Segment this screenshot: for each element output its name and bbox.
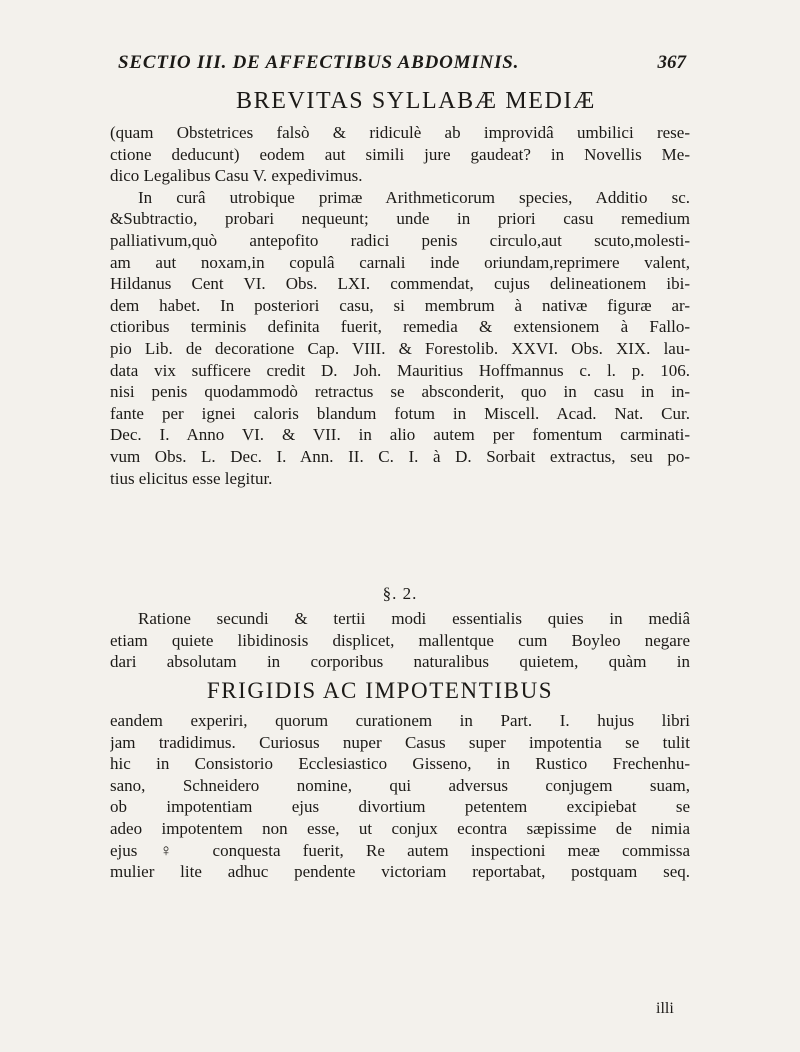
text-line: eandem experiri, quorum curationem in Part. I. hujus libri xyxy=(110,711,690,730)
text-line: nisi penis quodammodò retractus se absconderit, quo in casu in in- xyxy=(110,382,690,402)
text-line: adeo impotentem non esse, ut conjux econtra sæpissime de nimia xyxy=(110,818,690,838)
text-line: data vix sufficere credit D. Joh. Mauritius Hoffmannus c. l. p. 106. xyxy=(110,360,690,380)
paragraph-2 xyxy=(110,608,690,673)
catchword: illi xyxy=(656,1000,674,1017)
section-number: §. 2. xyxy=(382,584,418,603)
text-line: dico Legalibus Casu V. expedivimus. xyxy=(110,166,363,186)
text-line: ctione deducunt) eodem aut simili jure gaudeat? in Novellis Me- xyxy=(110,144,690,164)
text-line: &Subtractio, probari nequeunt; unde in priori casu remedium xyxy=(110,209,690,229)
text-line: dari absolutam in corporibus naturalibus quietem, quàm in xyxy=(110,652,690,672)
text-line: sano, Schneidero nomine, qui adversus conjugem suam, xyxy=(110,775,690,795)
text-line: dem habet. In posteriori casu, si membrum à nativæ figuræ ar- xyxy=(110,295,690,315)
running-head xyxy=(118,52,686,80)
paragraph-1 xyxy=(110,122,690,489)
subheading: FRIGIDIS AC IMPOTENTIBUS xyxy=(206,678,554,703)
text-line: hic in Consistorio Ecclesiastico Gisseno, in Rustico Frechenhu- xyxy=(110,754,690,774)
text-line: ctioribus terminis definita fuerit, remedia & extensionem à Fallo- xyxy=(110,317,690,337)
text-line: jam tradidimus. Curiosus nuper Casus super impotentia se tulit xyxy=(110,732,690,752)
text-line: ob impotentiam ejus divortium petentem excipiebat se xyxy=(110,797,690,817)
page-number: 367 xyxy=(657,52,686,73)
text-line: ejus ♀ conquesta fuerit, Re autem inspectioni meæ commissa xyxy=(110,840,690,860)
text-line: Hildanus Cent VI. Obs. LXI. commendat, cujus delineationem ibi- xyxy=(110,274,690,294)
text-line: etiam quiete libidinosis displicet, mallentque cum Boyleo negare xyxy=(110,630,690,650)
paragraph-3 xyxy=(110,710,690,883)
running-head-title: SECTIO III. DE AFFECTIBUS ABDOMINIS. xyxy=(118,52,520,73)
text-line: am aut noxam,in copulâ carnali inde oriundam,reprimere valent, xyxy=(110,252,690,272)
text-line: palliativum,quò antepofito radici penis circulo,aut scuto,molesti- xyxy=(110,230,690,250)
text-line: pio Lib. de decoratione Cap. VIII. & Forestolib. XXVI. Obs. XIX. lau- xyxy=(110,338,690,358)
text-line: fante per ignei caloris blandum fotum in Miscell. Acad. Nat. Cur. xyxy=(110,403,690,423)
text-line: Dec. I. Anno VI. & VII. in alio autem per fomentum carminati- xyxy=(110,425,690,445)
text-line: (quam Obstetrices falsò & ridiculè ab improvidâ umbilici rese- xyxy=(110,123,690,142)
text-line: vum Obs. L. Dec. I. Ann. II. C. I. à D. Sorbait extractus, seu po- xyxy=(110,446,690,466)
text-line: In curâ utrobique primæ Arithmeticorum species, Additio sc. xyxy=(138,187,690,207)
text-line: mulier lite adhuc pendente victoriam reportabat, postquam seq. xyxy=(110,862,690,882)
section-heading: BREVITAS SYLLABÆ MEDIÆ xyxy=(236,88,596,114)
text-line: tius elicitus esse legitur. xyxy=(110,468,273,488)
text-line: Ratione secundi & tertii modi essentialis quies in mediâ xyxy=(138,609,690,628)
